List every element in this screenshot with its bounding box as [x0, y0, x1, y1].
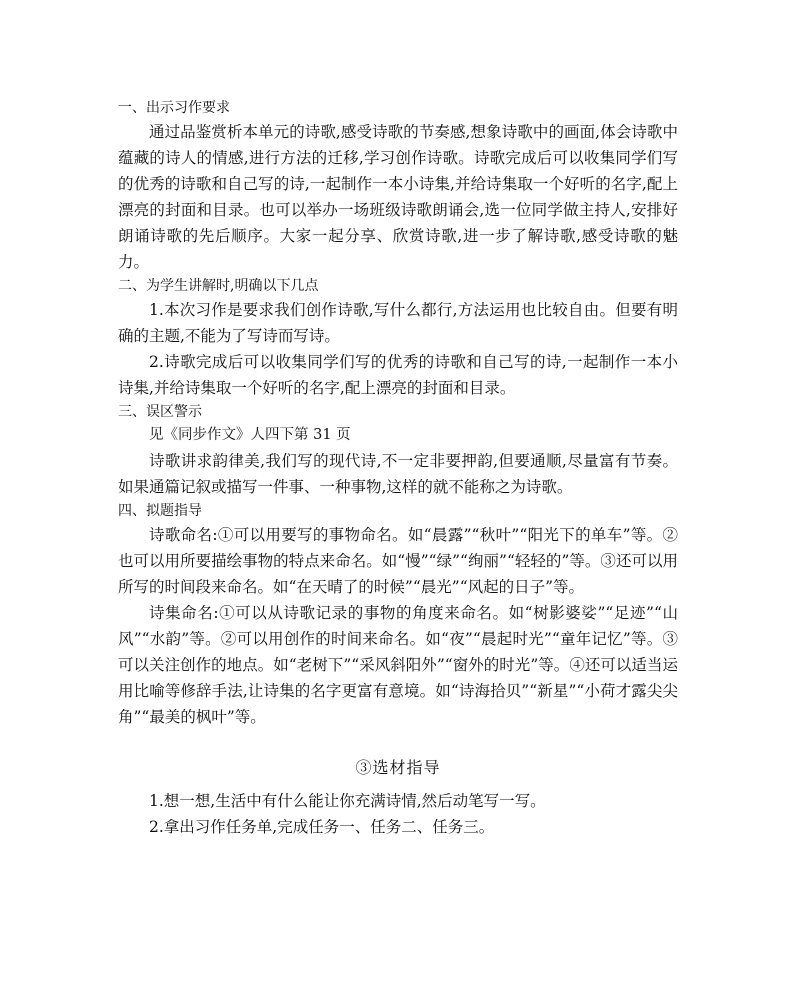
material-item-1: 1.想一想,生活中有什么能让你充满诗情,然后动笔写一写。 — [149, 792, 546, 810]
explanation-item-1: 1.本次习作是要求我们创作诗歌,写什么都行,方法运用也比较自由。但要有明确的主题,不能为了写诗而写诗。 — [118, 301, 678, 345]
material-item-2: 2.拿出习作任务单,完成任务一、任务二、任务三。 — [149, 818, 495, 836]
material-guidance-title: ③选材指导 — [355, 758, 441, 777]
section-heading-requirements: 一、出示习作要求 — [118, 100, 230, 116]
document-body — [118, 97, 678, 840]
explanation-item-2: 2.诗歌完成后可以收集同学们写的优秀的诗歌和自己写的诗,一起制作一本小诗集,并给诗集取一个好听的名字,配上漂亮的封面和目录。 — [118, 353, 678, 397]
collection-naming-paragraph: 诗集命名:①可以从诗歌记录的事物的角度来命名。如“树影婆娑”“足迹”“山风”“水韵”等。②可以用创作的时间来命名。如“夜”“晨起时光”“童年记忆”等。③可以关注创作的地点。如“老树下”“采风斜阳外”“窗外的时光”等。④还可以适当运用比喻等修辞手法,让诗集的名字更富有意境。如“诗海拾贝”“新星”“小荷才露尖尖角”“最美的枫叶”等。 — [118, 604, 678, 726]
pitfalls-reference: 见《同步作文》人四下第 31 页 — [149, 427, 351, 443]
section-heading-titling: 四、拟题指导 — [118, 503, 202, 519]
poem-naming-paragraph: 诗歌命名:①可以用要写的事物命名。如“晨露”“秋叶”“阳光下的单车”等。②也可以用所要描绘事物的特点来命名。如“慢”“绿”“绚丽”“轻轻的”等。③还可以用所写的时间段来命名。如“在天晴了的时候”“晨光”“风起的日子”等。 — [118, 526, 678, 596]
requirements-paragraph: 通过品鉴赏析本单元的诗歌,感受诗歌的节奏感,想象诗歌中的画面,体会诗歌中蕴藏的诗人的情感,进行方法的迁移,学习创作诗歌。诗歌完成后可以收集同学们写的优秀的诗歌和自己写的诗,一起制作一本小诗集,并给诗集取一个好听的名字,配上漂亮的封面和目录。也可以举办一场班级诗歌朗诵会,选一位同学做主持人,安排好朗诵诗歌的先后顺序。大家一起分享、欣赏诗歌,进一步了解诗歌,感受诗歌的魅力。 — [118, 123, 678, 271]
pitfalls-paragraph: 诗歌讲求韵律美,我们写的现代诗,不一定非要押韵,但要通顺,尽量富有节奏。如果通篇记叙或描写一件事、一种事物,这样的就不能称之为诗歌。 — [118, 452, 678, 496]
section-heading-pitfalls: 三、误区警示 — [118, 404, 202, 420]
section-heading-explanation: 二、为学生讲解时,明确以下几点 — [118, 278, 319, 294]
